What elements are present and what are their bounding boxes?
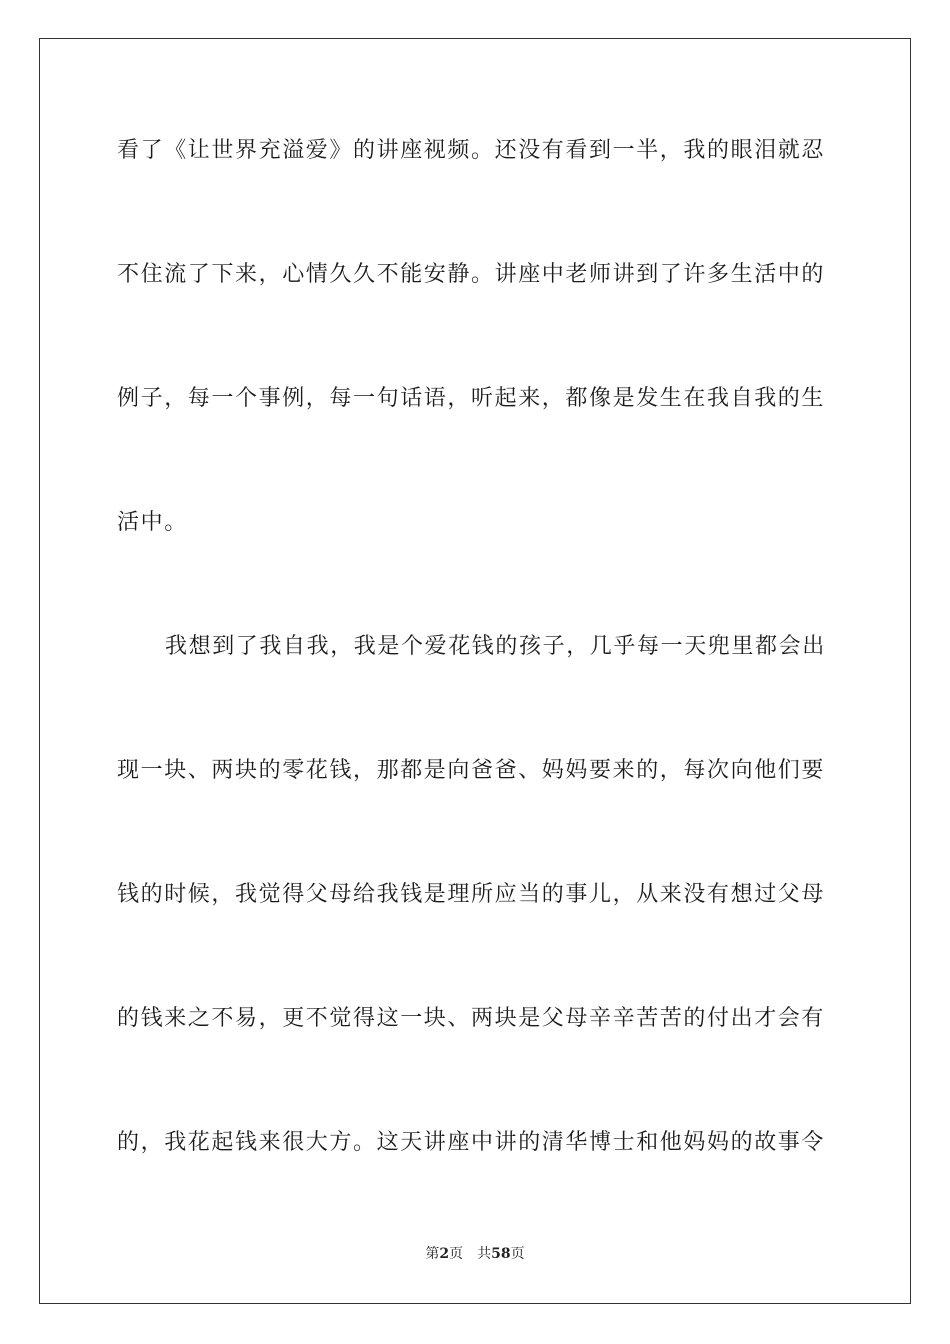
body-line-9: 的，我花起钱来很大方。这天讲座中讲的清华博士和他妈妈的故事令: [117, 1130, 826, 1155]
page-footer: [0, 1244, 950, 1264]
total-pages: 58: [491, 1246, 511, 1262]
body-line-6: 现一块、两块的零花钱，那都是向爸爸、妈妈要来的，每次向他们要: [117, 758, 826, 783]
page-frame: [39, 38, 911, 1304]
body-line-1: 看了《让世界充溢爱》的讲座视频。还没有看到一半，我的眼泪就忍: [117, 138, 826, 163]
body-line-4: 活中。: [117, 510, 188, 535]
page-prefix: 第: [425, 1246, 440, 1262]
body-line-7: 钱的时候，我觉得父母给我钱是理所应当的事儿，从来没有想过父母: [117, 882, 826, 907]
page-number: 2: [439, 1246, 450, 1262]
total-suffix: 页: [510, 1246, 525, 1262]
body-line-5: 我想到了我自我，我是个爱花钱的孩子，几乎每一天兜里都会出: [165, 634, 826, 659]
body-line-3: 例子，每一个事例，每一句话语，听起来，都像是发生在我自我的生: [117, 386, 826, 411]
body-line-8: 的钱来之不易，更不觉得这一块、两块是父母辛辛苦苦的付出才会有: [117, 1006, 826, 1031]
body-line-2: 不住流了下来，心情久久不能安静。讲座中老师讲到了许多生活中的: [117, 262, 826, 287]
total-prefix: 共: [477, 1246, 492, 1262]
page-suffix: 页: [449, 1246, 464, 1262]
